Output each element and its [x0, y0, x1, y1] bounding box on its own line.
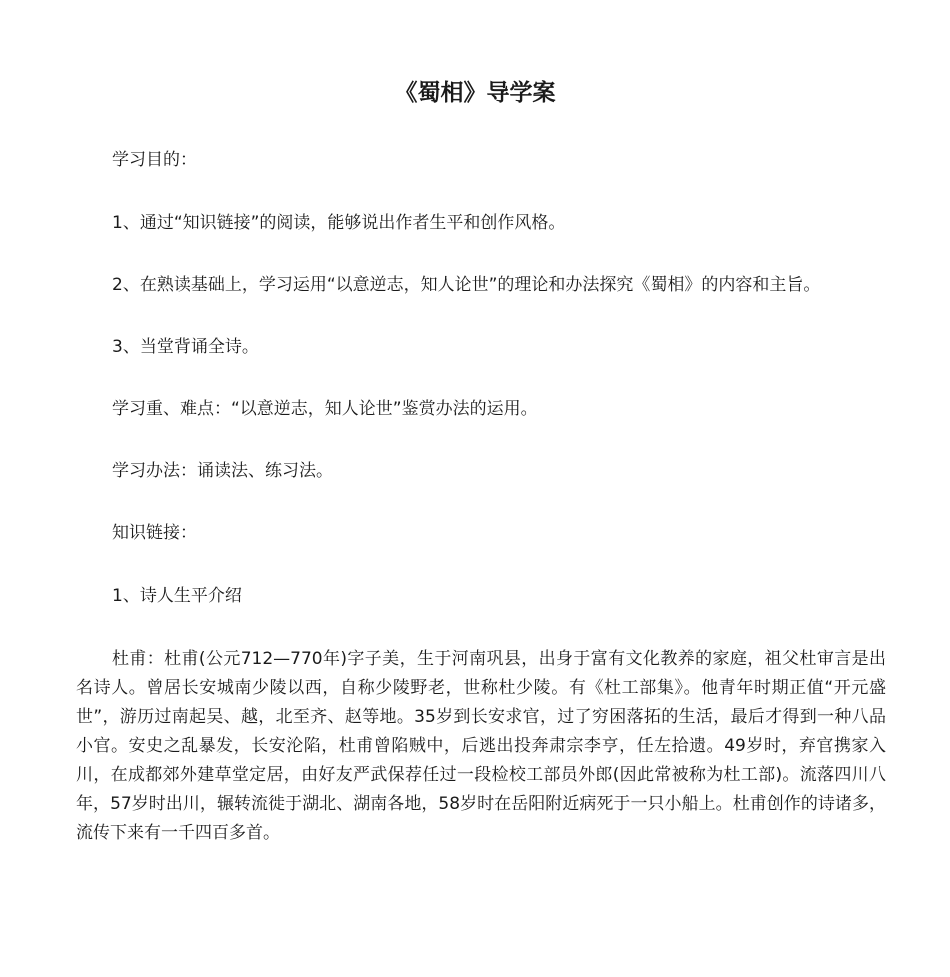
learning-methods: 学习办法：诵读法、练习法。	[112, 461, 333, 481]
section-heading-objectives: 学习目的：	[112, 150, 197, 170]
subheading-poet-biography: 1、诗人生平介绍	[112, 586, 242, 606]
poet-biography-paragraph: 杜甫：杜甫(公元712—770年)字子美，生于河南巩县，出身于富有文化教养的家庭，祖父杜审言是出名诗人。曾居长安城南少陵以西，自称少陵野老，世称杜少陵。有《杜工部集》。他青年时期正值“开元盛世”，游历过南起吴、越，北至齐、赵等地。35岁到长安求官，过了穷困落拓的生活，最后才得到一种八品小官。安史之乱暴发，长安沦陷，杜甫曾陷贼中，后逃出投奔肃宗李亨，任左拾遗。49岁时，弃官携家入川，在成都郊外建草堂定居，由好友严武保荐任过一段检校工部员外郎(因此常被称为杜工部)。流落四川八年，57岁时出川，辗转流徙于湖北、湖南各地，58岁时在岳阳附近病死于一只小船上。杜甫创作的诗诸多，流传下来有一千四百多首。	[76, 649, 886, 843]
section-heading-knowledge-link: 知识链接：	[112, 523, 197, 543]
objective-item-3: 3、当堂背诵全诗。	[112, 337, 259, 357]
objective-item-2: 2、在熟读基础上，学习运用“以意逆志，知人论世”的理论和办法探究《蜀相》的内容和主旨。	[112, 275, 821, 295]
objective-item-1: 1、通过“知识链接”的阅读，能够说出作者生平和创作风格。	[112, 213, 566, 233]
key-difficulty-points: 学习重、难点：“以意逆志，知人论世”鉴赏办法的运用。	[112, 399, 538, 419]
document-title: 《蜀相》导学案	[394, 80, 556, 106]
